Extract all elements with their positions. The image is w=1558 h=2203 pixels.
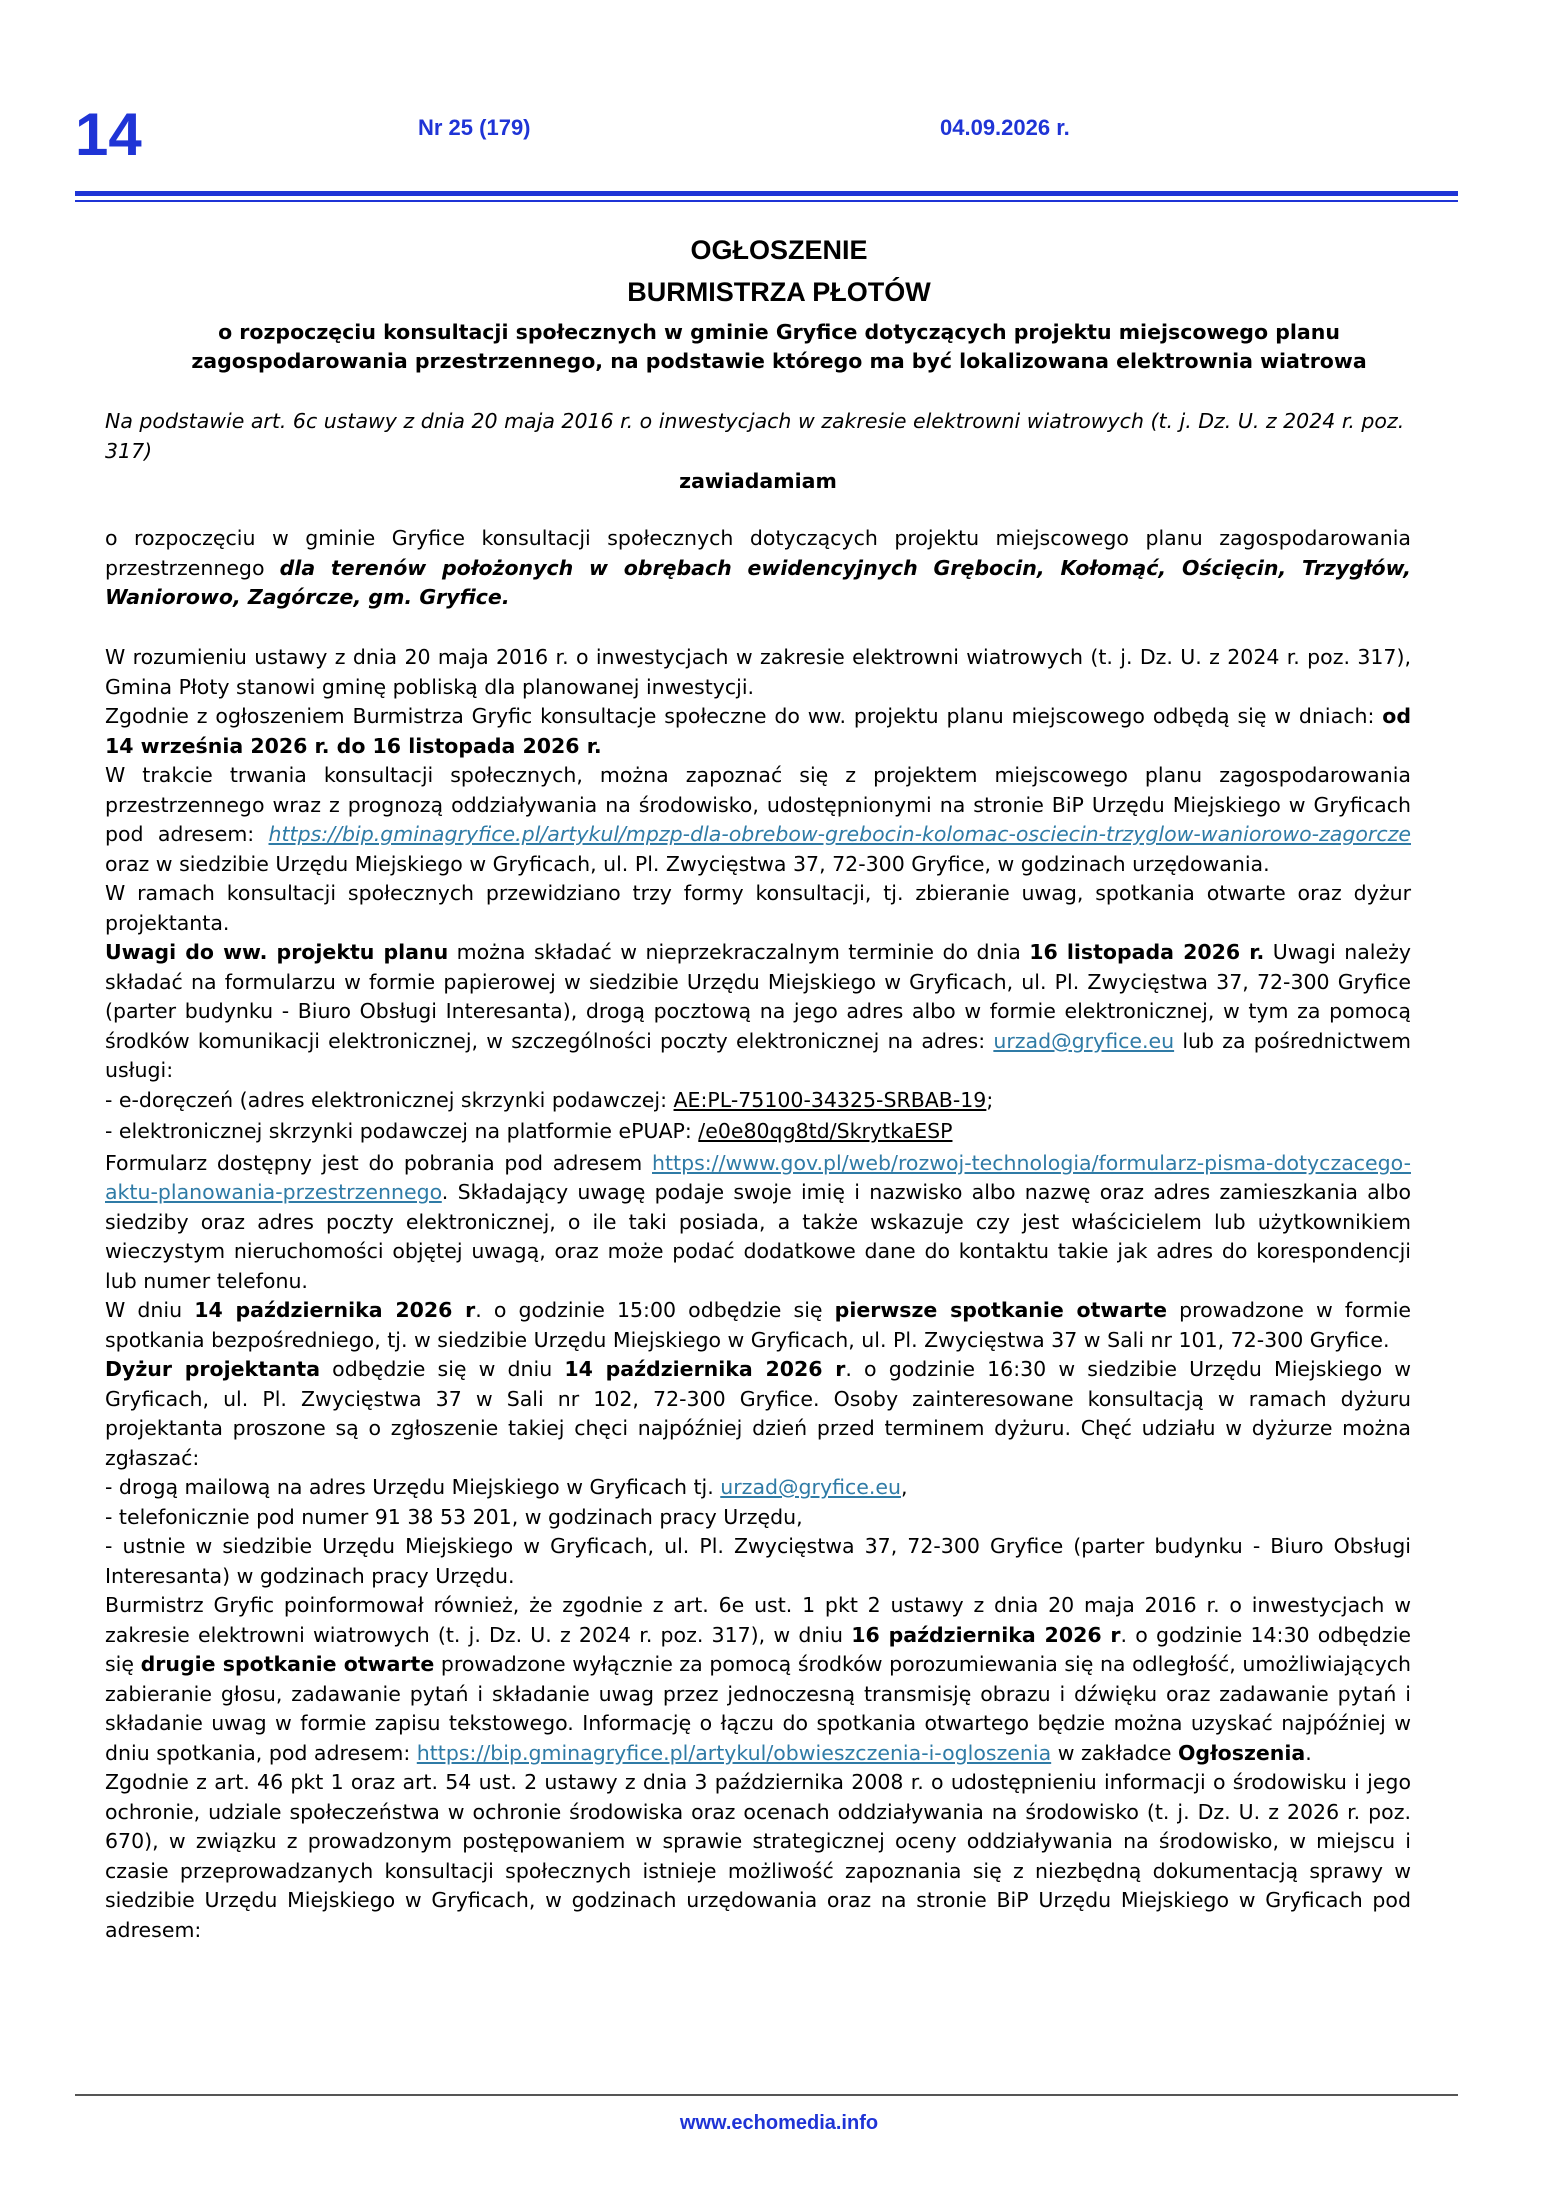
signup-phone-item: - telefonicznie pod numer 91 38 53 201, w godzinach pracy Urzędu, (105, 1504, 803, 1529)
announcement-title: OGŁOSZENIE (690, 235, 868, 265)
email-link[interactable]: urzad@gryfice.eu (993, 1028, 1175, 1053)
e-delivery-address[interactable]: AE:PL-75100-34325-SRBAB-19 (673, 1087, 987, 1112)
designer-duty-text-1: odbędzie się w dniu (320, 1357, 565, 1381)
second-meeting-text-1: Burmistrz Gryfic poinformował również, że zgodnie z art. 6e ust. 1 pkt 2 ustawy z dnia 20 maja 2016 r. o inwestycjach w zakresie elektrowni wiatrowych (t. j. Dz. U. z 2024 r. poz. 317), w dniu (105, 1593, 1411, 1647)
second-meeting-text-4: w zakładce (1051, 1740, 1178, 1765)
consultation-scope (105, 524, 1411, 613)
e-delivery-text: - e-doręczeń (adres elektronicznej skrzynki podawczej: (105, 1087, 674, 1112)
header-divider-thick (75, 191, 1458, 196)
scope-text: o rozpoczęciu w gminie Gryfice konsultacji społecznych dotyczących projektu miejscowego planu zagospodarowania przestrzennego (105, 526, 1411, 580)
signup-mail-text: - drogą mailową na adres Urzędu Miejskiego w Gryficach tj. (105, 1475, 721, 1499)
first-meeting-text-1: W dniu (105, 1298, 195, 1322)
header-divider-thin (75, 200, 1458, 202)
documents-after: oraz w siedzibie Urzędu Miejskiego w Gryficach, ul. Pl. Zwycięstwa 37, 72-300 Gryfice, w godzinach urzędowania. (105, 851, 1270, 876)
epuap-text: - elektronicznej skrzynki podawczej na platformie ePUAP: (105, 1119, 699, 1143)
signup-email-link[interactable]: urzad@gryfice.eu (720, 1475, 902, 1499)
documents-text: W trakcie trwania konsultacji społecznych, można zapoznać się z projektem miejscowego planu zagospodarowania przestrzennego wraz z prognozą oddziaływania na środowisko, udostępnionymi na stronie BiP Urzędu Miejskiego w Gryficach pod adresem: (105, 763, 1411, 846)
comments-lead: Uwagi do ww. projektu planu (105, 940, 449, 964)
second-meeting-text-5: . (1305, 1740, 1312, 1765)
signup-oral-item: - ustnie w siedzibie Urzędu Miejskiego w Gryficach, ul. Pl. Zwycięstwa 37, 72-300 Gryfice (parter budynku - Biuro Obsługi Interesanta) w godzinach pracy Urzędu. (105, 1534, 1411, 1588)
forms-paragraph: W ramach konsultacji społecznych przewidziano trzy formy konsultacji, tj. zbieranie uwag, spotkania otwarte oraz dyżur projektanta. (105, 881, 1411, 935)
bip-announcements-link[interactable]: https://bip.gminagryfice.pl/artykul/obwieszczenia-i-ogloszenia (416, 1740, 1052, 1765)
epuap-address[interactable]: /e0e80qg8td/SkrytkaESP (698, 1119, 953, 1143)
designer-duty-text-2: . o godzinie 16:30 w siedzibie Urzędu Miejskiego w Gryficach, ul. Pl. Zwycięstwa 37 w Sali nr 102, 72-300 Gryfice. Osoby zainteresowane konsultacją w ramach dyżuru projektanta proszone są o zgłoszenie takiej chęci najpóźniej dzień przed terminem dyżuru. Chęć udziału w dyżurze można zgłaszać: (105, 1357, 1411, 1470)
announcements-tab-name: Ogłoszenia (1177, 1740, 1306, 1765)
page-number: 14 (75, 101, 142, 168)
first-meeting-label: pierwsze spotkanie otwarte (834, 1298, 1168, 1322)
e-delivery-end: ; (986, 1087, 994, 1112)
dates-paragraph (105, 702, 1411, 761)
comments-paragraph (105, 938, 1411, 1086)
scope-areas: dla terenów położonych w obrębach ewidencyjnych Grębocin, Kołomąć, Ościęcin, Trzygłów, Waniorowo, Zagórcze, gm. Gryfice. (105, 555, 1411, 609)
comments-deadline: 16 listopada 2026 r. (1029, 940, 1265, 964)
scope-paragraph (105, 524, 1411, 613)
first-meeting-paragraph (105, 1296, 1411, 1355)
second-meeting-date: 16 października 2026 r (851, 1622, 1121, 1647)
form-paragraph (105, 1149, 1411, 1297)
second-meeting-text-3: prowadzone wyłącznie za pomocą środków porozumiewania się na odległość, umożliwiających zabieranie głosu, zadawanie pytań i składanie uwag przez jednoczesną transmisję obrazu i dźwięku oraz zadawanie pytań i składanie uwag w formie zapisu tekstowego. Informację o łączu do spotkania otwartego będzie można uzyskać najpóźniej w dniu spotkania, pod adresem: (105, 1652, 1411, 1765)
legal-basis: Na podstawie art. 6c ustawy z dnia 20 maja 2016 r. o inwestycjach w zakresie elektrowni wiatrowych (t. j. Dz. U. z 2024 r. poz. 317) (105, 409, 1405, 463)
second-meeting-paragraph (105, 1591, 1411, 1768)
form-text: Formularz dostępny jest do pobrania pod adresem (105, 1150, 653, 1175)
comments-text-1: można składać w nieprzekraczalnym terminie do dnia (448, 940, 1030, 964)
announcement-body (105, 643, 1411, 1945)
second-meeting-text-2: . o godzinie 14:30 odbędzie się (105, 1622, 1412, 1676)
first-meeting-text-2: . o godzinie 15:00 odbędzie się (475, 1298, 835, 1322)
bip-plan-link[interactable]: https://bip.gminagryfice.pl/artykul/mpzp-dla-obrebow-grebocin-kolomac-osciecin-trzyglow-waniorowo-zagorcze (268, 822, 1411, 846)
form-after: . Składający uwagę podaje swoje imię i nazwisko albo nazwę oraz adres zamieszkania albo siedziby oraz adres poczty elektronicznej, o ile taki posiada, a także wskazuje czy jest właścicielem lub użytkownikiem wieczystym nieruchomości objętej uwagą, oraz może podać dodatkowe dane do kontaktu takie jak adres do korespondencji lub numer telefonu. (105, 1180, 1411, 1293)
environment-paragraph: Zgodnie z art. 46 pkt 1 oraz art. 54 ust. 2 ustawy z dnia 3 października 2008 r. o udostępnieniu informacji o środowisku i jego ochronie, udziale społeczeństwa w ochronie środowiska oraz ocenach oddziaływania na środowisko (t. j. Dz. U. z 2026 r. poz. 670), w związku z prowadzonym postępowaniem w sprawie strategicznej oceny oddziaływania na środowisko, w miejscu i czasie przeprowadzanych konsultacji społecznych istnieje możliwość zapoznania się z niezbędną dokumentacją sprawy w siedzibie Urzędu Miejskiego w Gryficach, w godzinach urzędowania oraz na stronie BiP Urzędu Miejskiego w Gryficach pod adresem: (105, 1770, 1411, 1942)
issue-number: Nr 25 (179) (418, 115, 531, 140)
legal-basis-block (105, 407, 1411, 497)
comments-text-3: lub za pośrednictwem usługi: (105, 1028, 1411, 1082)
first-meeting-text-3: prowadzone w formie spotkania bezpośredniego, tj. w siedzibie Urzędu Miejskiego w Gryficach, ul. Pl. Zwycięstwa 37 w Sali nr 101, 72-300 Gryfice. (105, 1298, 1412, 1352)
designer-duty-lead: Dyżur projektanta (105, 1357, 321, 1381)
documents-paragraph (105, 761, 1411, 879)
subtitle-line-2: zagospodarowania przestrzennego, na podstawie którego ma być lokalizowana elektrownia wiatrowa (191, 349, 1367, 373)
footer-divider (75, 2094, 1458, 2096)
footer-url[interactable]: www.echomedia.info (679, 2112, 879, 2134)
epuap-item (105, 1117, 1411, 1147)
designer-duty-paragraph (105, 1355, 1411, 1473)
e-delivery-item (105, 1086, 1411, 1116)
form-download-link[interactable]: https://www.gov.pl/web/rozwoj-technologia/formularz-pisma-dotyczacego-aktu-planowania-przestrzennego (105, 1150, 1411, 1204)
first-meeting-date: 14 października 2026 r (194, 1298, 476, 1322)
subtitle-line-1: o rozpoczęciu konsultacji społecznych w gminie Gryfice dotyczących projektu miejscowego planu (218, 320, 1340, 344)
consultation-dates: od 14 września 2026 r. do 16 listopada 2026 r. (105, 704, 1411, 758)
designer-duty-date: 14 października 2026 r (564, 1357, 846, 1381)
notify-heading: zawiadamiam (679, 469, 837, 493)
issue-date: 04.09.2026 r. (940, 115, 1070, 140)
announcement-issuer: BURMISTRZA PŁOTÓW (627, 277, 931, 307)
signup-mail-end: , (901, 1475, 908, 1499)
comments-text-2: Uwagi należy składać na formularzu w formie papierowej w siedzibie Urzędu Miejskiego w Gryficach, ul. Pl. Zwycięstwa 37, 72-300 Gryfice (parter budynku - Biuro Obsługi Interesanta), drogą pocztową na jego adres albo w formie elektronicznej, w tym za pomocą środków komunikacji elektronicznej, w szczególności poczty elektronicznej na adres: (105, 940, 1412, 1053)
dates-text: Zgodnie z ogłoszeniem Burmistrza Gryfic konsultacje społeczne do ww. projektu planu miejscowego odbędą się w dniach: (105, 704, 1383, 728)
definition-paragraph: W rozumieniu ustawy z dnia 20 maja 2016 r. o inwestycjach w zakresie elektrowni wiatrowych (t. j. Dz. U. z 2024 r. poz. 317), Gmina Płoty stanowi gminę pobliską dla planowanej inwestycji. (105, 645, 1411, 699)
second-meeting-label: drugie spotkanie otwarte (140, 1652, 435, 1676)
announcement-subtitle (100, 318, 1458, 376)
signup-mail-item (105, 1473, 1411, 1503)
